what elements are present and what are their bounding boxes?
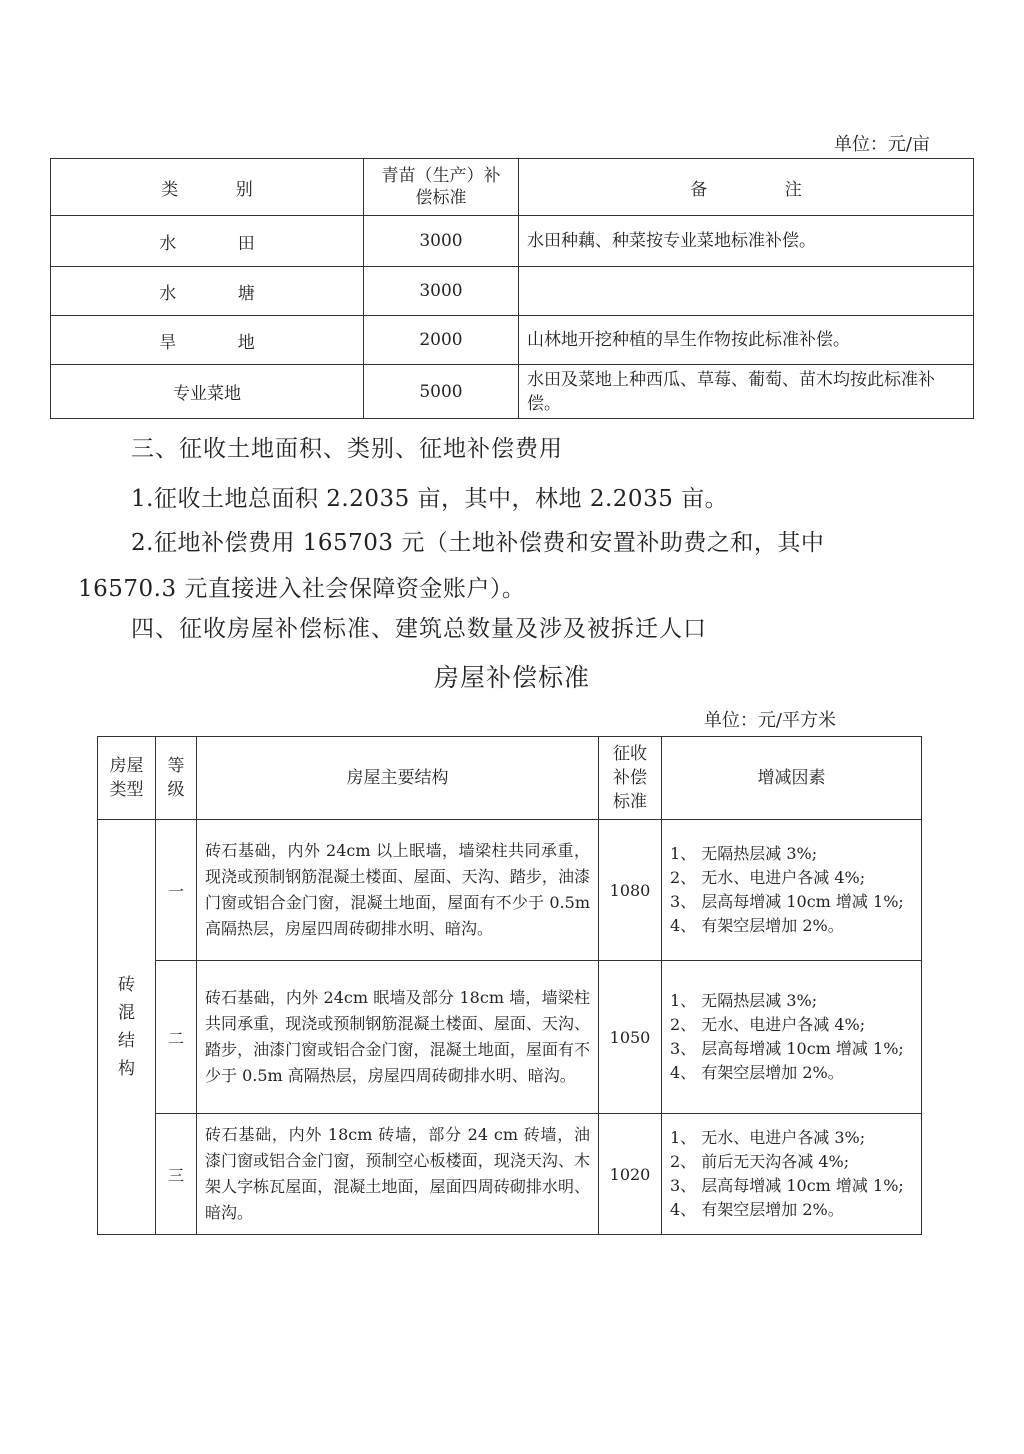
structure-cell: 砖石基础，内外 24cm 眠墙及部分 18cm 墙，墙梁柱共同承重，现浇或预制钢筋混凝土楼面、屋面、天沟、踏步，油漆门窗或铝合金门窗，混凝土地面，屋面有不少于 0.5m 高隔热层，房屋四周砖砌排水明、暗沟。 bbox=[197, 961, 599, 1114]
factors-cell bbox=[662, 1114, 922, 1235]
table-row bbox=[51, 365, 974, 419]
factor-item: 1、 无水、电进户各减 3%; bbox=[670, 1128, 866, 1147]
factor-item: 3、 层高每增减 10cm 增减 1%; bbox=[670, 892, 904, 911]
green-crop-table bbox=[50, 158, 974, 419]
table2-unit: 单位：元/平方米 bbox=[703, 710, 836, 731]
category-cell: 专业菜地 bbox=[51, 365, 364, 419]
table-row bbox=[51, 216, 974, 267]
factor-item: 1、 无隔热层减 3%; bbox=[670, 991, 818, 1010]
section3-item2-line1: 2.征地补偿费用 165703 元（土地补偿费和安置补助费之和，其中 bbox=[131, 530, 825, 556]
header-remark: 备 注 bbox=[519, 159, 974, 216]
house-compensation-table bbox=[97, 736, 922, 1235]
grade-cell: 二 bbox=[156, 961, 197, 1114]
remark-cell bbox=[519, 267, 974, 316]
standard-cell: 1050 bbox=[599, 961, 662, 1114]
table-row bbox=[51, 267, 974, 316]
table-row bbox=[98, 1114, 922, 1235]
header-standard: 征收补偿标准 bbox=[599, 737, 662, 820]
grade-cell: 三 bbox=[156, 1114, 197, 1235]
factor-item: 3、 层高每增减 10cm 增减 1%; bbox=[670, 1039, 904, 1058]
standard-cell: 5000 bbox=[364, 365, 519, 419]
remark-cell: 水田种藕、种菜按专业菜地标准补偿。 bbox=[519, 216, 974, 267]
section3-item1: 1.征收土地总面积 2.2035 亩，其中，林地 2.2035 亩。 bbox=[131, 486, 729, 512]
section3-item2-line2: 16570.3 元直接进入社会保障资金账户）。 bbox=[78, 576, 526, 602]
factor-item: 2、 无水、电进户各减 4%; bbox=[670, 868, 866, 887]
section3-heading: 三、征收土地面积、类别、征地补偿费用 bbox=[131, 436, 563, 462]
category-cell: 水 田 bbox=[51, 216, 364, 267]
standard-cell: 3000 bbox=[364, 267, 519, 316]
structure-cell: 砖石基础，内外 24cm 以上眠墙，墙梁柱共同承重，现浇或预制钢筋混凝土楼面、屋面、天沟、踏步，油漆门窗或铝合金门窗，混凝土地面，屋面有不少于 0.5m 高隔热层，房屋四周砖砌排水明、暗沟。 bbox=[197, 820, 599, 961]
remark-cell: 山林地开挖种植的旱生作物按此标准补偿。 bbox=[519, 316, 974, 365]
grade-cell: 一 bbox=[156, 820, 197, 961]
remark-cell: 水田及菜地上种西瓜、草莓、葡萄、苗木均按此标准补偿。 bbox=[519, 365, 974, 419]
section4-heading: 四、征收房屋补偿标准、建筑总数量及涉及被拆迁人口 bbox=[131, 616, 707, 642]
house-table-title: 房屋补偿标准 bbox=[433, 663, 590, 692]
table-row bbox=[98, 961, 922, 1114]
table1-unit: 单位：元/亩 bbox=[833, 134, 930, 155]
category-cell: 水 塘 bbox=[51, 267, 364, 316]
factor-item: 2、 无水、电进户各减 4%; bbox=[670, 1015, 866, 1034]
header-house-type: 房屋类型 bbox=[98, 737, 156, 820]
structure-cell: 砖石基础，内外 18cm 砖墙，部分 24 cm 砖墙，油漆门窗或铝合金门窗，预制空心板楼面，现浇天沟、木架人字栋瓦屋面，混凝土地面，屋面四周砖砌排水明、暗沟。 bbox=[197, 1114, 599, 1235]
factor-item: 4、 有架空层增加 2%。 bbox=[670, 1200, 844, 1219]
standard-cell: 1080 bbox=[599, 820, 662, 961]
standard-cell: 2000 bbox=[364, 316, 519, 365]
standard-cell: 3000 bbox=[364, 216, 519, 267]
factor-item: 2、 前后无天沟各减 4%; bbox=[670, 1152, 850, 1171]
table2-header-row bbox=[98, 737, 922, 820]
factors-cell bbox=[662, 820, 922, 961]
header-factors: 增减因素 bbox=[662, 737, 922, 820]
header-category: 类 别 bbox=[51, 159, 364, 216]
factor-item: 3、 层高每增减 10cm 增减 1%; bbox=[670, 1176, 904, 1195]
house-type-cell: 砖混结构 bbox=[98, 820, 156, 1235]
factors-cell bbox=[662, 961, 922, 1114]
standard-cell: 1020 bbox=[599, 1114, 662, 1235]
factor-item: 1、 无隔热层减 3%; bbox=[670, 844, 818, 863]
table-row bbox=[98, 820, 922, 961]
table1-header-row bbox=[51, 159, 974, 216]
factor-item: 4、 有架空层增加 2%。 bbox=[670, 1063, 844, 1082]
factor-item: 4、 有架空层增加 2%。 bbox=[670, 916, 844, 935]
header-standard: 青苗（生产）补 偿标准 bbox=[364, 159, 519, 216]
header-structure: 房屋主要结构 bbox=[197, 737, 599, 820]
category-cell: 旱 地 bbox=[51, 316, 364, 365]
table-row bbox=[51, 316, 974, 365]
header-grade: 等级 bbox=[156, 737, 197, 820]
